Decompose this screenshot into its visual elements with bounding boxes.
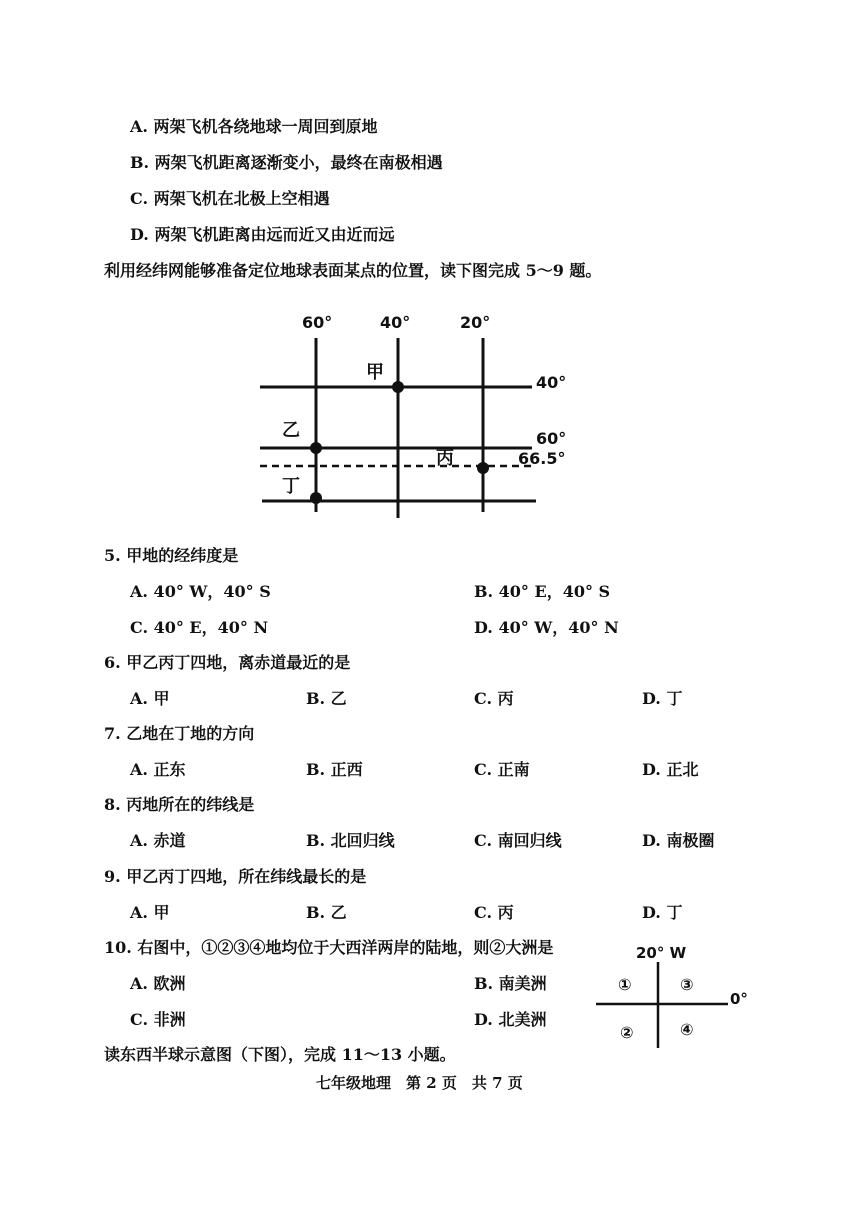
lat-long-grid-figure xyxy=(250,300,590,530)
q8-option-a: A. 赤道 xyxy=(130,831,186,850)
equator-label: 0° xyxy=(730,990,748,1008)
q10-option-d: D. 北美洲 xyxy=(474,1010,547,1029)
lat-label-66-5: 66.5° xyxy=(518,449,566,468)
q10-option-a: A. 欧洲 xyxy=(130,974,186,993)
q7-option-c: C. 正南 xyxy=(474,760,530,779)
q4-option-a: A. 两架飞机各绕地球一周回到原地 xyxy=(130,117,378,136)
point-yi xyxy=(310,442,322,454)
q6-option-b: B. 乙 xyxy=(306,689,347,708)
q5-option-c: C. 40° E，40° N xyxy=(130,618,269,637)
intro-11-13: 读东西半球示意图（下图），完成 11～13 小题。 xyxy=(104,1045,456,1064)
q5-stem: 5. 甲地的经纬度是 xyxy=(104,546,239,565)
q10-option-c: C. 非洲 xyxy=(130,1010,186,1029)
intro-5-9: 利用经纬网能够准备定位地球表面某点的位置，读下图完成 5～9 题。 xyxy=(104,261,602,280)
q8-option-d: D. 南极圈 xyxy=(642,831,715,850)
lon-label-20: 20° xyxy=(460,313,491,332)
lon-label-60: 60° xyxy=(302,313,333,332)
point-ding xyxy=(310,492,322,504)
q9-option-d: D. 丁 xyxy=(642,903,683,922)
lat-label-40: 40° xyxy=(536,373,567,392)
q9-option-b: B. 乙 xyxy=(306,903,347,922)
q8-stem: 8. 丙地所在的纬线是 xyxy=(104,795,255,814)
q10-stem: 10. 右图中，①②③④地均位于大西洋两岸的陆地，则②大洲是 xyxy=(104,938,554,957)
q4-option-c: C. 两架飞机在北极上空相遇 xyxy=(130,189,330,208)
q7-stem: 7. 乙地在丁地的方向 xyxy=(104,724,255,743)
point-label-ding: 丁 xyxy=(282,476,300,497)
mark-3: ③ xyxy=(680,975,694,994)
point-label-bing: 丙 xyxy=(436,448,454,469)
q6-stem: 6. 甲乙丙丁四地，离赤道最近的是 xyxy=(104,653,351,672)
q6-option-c: C. 丙 xyxy=(474,689,514,708)
q5-option-d: D. 40° W，40° N xyxy=(474,618,619,637)
q9-stem: 9. 甲乙丙丁四地，所在纬线最长的是 xyxy=(104,867,367,886)
point-jia xyxy=(392,381,404,393)
point-bing xyxy=(477,462,489,474)
q4-option-d: D. 两架飞机距离由远而近又由近而远 xyxy=(130,225,395,244)
mark-1: ① xyxy=(618,975,632,994)
quadrant-figure xyxy=(590,938,760,1053)
q7-option-a: A. 正东 xyxy=(130,760,186,779)
q6-option-d: D. 丁 xyxy=(642,689,683,708)
q8-option-c: C. 南回归线 xyxy=(474,831,562,850)
q7-option-d: D. 正北 xyxy=(642,760,699,779)
mark-4: ④ xyxy=(680,1020,694,1039)
q6-option-a: A. 甲 xyxy=(130,689,170,708)
q7-option-b: B. 正西 xyxy=(306,760,363,779)
q5-option-b: B. 40° E，40° S xyxy=(474,582,611,601)
q8-option-b: B. 北回归线 xyxy=(306,831,395,850)
page-footer: 七年级地理 第 2 页 共 7 页 xyxy=(316,1074,523,1092)
q10-option-b: B. 南美洲 xyxy=(474,974,547,993)
mark-2: ② xyxy=(620,1023,634,1042)
point-label-yi: 乙 xyxy=(282,420,300,441)
point-label-jia: 甲 xyxy=(366,362,384,383)
lat-label-60: 60° xyxy=(536,429,567,448)
q4-option-b: B. 两架飞机距离逐渐变小，最终在南极相遇 xyxy=(130,153,443,172)
q9-option-c: C. 丙 xyxy=(474,903,514,922)
lon-label-40: 40° xyxy=(380,313,411,332)
meridian-label: 20° W xyxy=(636,944,687,962)
q5-option-a: A. 40° W，40° S xyxy=(130,582,271,601)
q9-option-a: A. 甲 xyxy=(130,903,170,922)
